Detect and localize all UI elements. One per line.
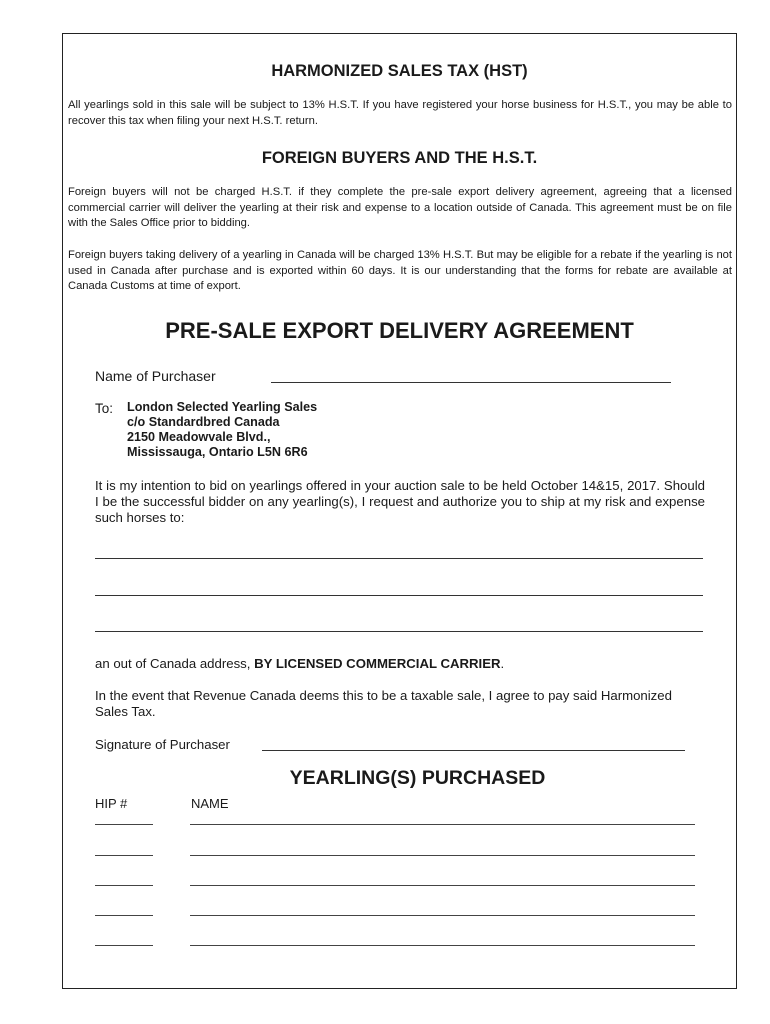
shipping-address-line-3[interactable] — [95, 631, 703, 632]
address-line: 2150 Meadowvale Blvd., — [127, 430, 271, 444]
purchaser-name-field[interactable] — [271, 382, 671, 383]
hip-column-header: HIP # — [95, 796, 128, 811]
shipping-address-line-1[interactable] — [95, 558, 703, 559]
to-label: To: — [95, 401, 114, 416]
horse-name-field[interactable] — [190, 915, 695, 916]
address-line: Mississauga, Ontario L5N 6R6 — [127, 445, 308, 459]
hst-title: HARMONIZED SALES TAX (HST) — [271, 62, 528, 80]
horse-name-field[interactable] — [190, 824, 695, 825]
horse-name-field[interactable] — [190, 945, 695, 946]
foreign-buyers-paragraph-1: Foreign buyers will not be charged H.S.T. if they complete the pre-sale export delivery agreement, agreeing that a licensed commercial carrier will deliver the yearling at their risk and expense to a location outside of Canada. This agreement must be on file with the Sales Office prior to bidding. — [68, 186, 732, 229]
horse-name-field[interactable] — [190, 855, 695, 856]
carrier-prefix: an out of Canada address, — [95, 656, 255, 671]
carrier-statement — [95, 656, 504, 672]
foreign-buyers-title: FOREIGN BUYERS AND THE H.S.T. — [261, 149, 538, 167]
hip-number-field[interactable] — [95, 824, 153, 825]
shipping-address-line-2[interactable] — [95, 595, 703, 596]
name-column-header: NAME — [191, 796, 229, 811]
hip-number-field[interactable] — [95, 945, 153, 946]
hip-number-field[interactable] — [95, 915, 153, 916]
hip-number-field[interactable] — [95, 885, 153, 886]
hst-text: All yearlings sold in this sale will be subject to 13% H.S.T. If you have registered your horse business for H.S.T., you may be able to recover this tax when filing your next H.S.T. return. — [68, 99, 732, 127]
address-line: c/o Standardbred Canada — [127, 415, 280, 429]
purchaser-name-label: Name of Purchaser — [95, 368, 216, 384]
intention-statement: It is my intention to bid on yearlings offered in your auction sale to be held October 14&15, 2017. Should I be the successful bidder on any yearling(s), I request and authorize you to ship at my risk and expense such horses to: — [95, 478, 705, 525]
purchased-title: YEARLING(S) PURCHASED — [289, 767, 546, 789]
revenue-statement: In the event that Revenue Canada deems this to be a taxable sale, I agree to pay said Harmonized Sales Tax. — [95, 688, 672, 719]
carrier-suffix: . — [500, 656, 505, 671]
hip-number-field[interactable] — [95, 855, 153, 856]
carrier-emphasis: BY LICENSED COMMERCIAL CARRIER — [254, 656, 501, 671]
foreign-buyers-paragraph-2: Foreign buyers taking delivery of a yearling in Canada will be charged 13% H.S.T. But may be eligible for a rebate if the yearling is not used in Canada after purchase and is exported within 60 days. It is our understanding that the forms for rebate are available at Canada Customs at time of export. — [68, 249, 732, 292]
address-line: London Selected Yearling Sales — [127, 400, 318, 414]
signature-label: Signature of Purchaser — [95, 737, 230, 752]
signature-field[interactable] — [262, 750, 685, 751]
agreement-title: PRE-SALE EXPORT DELIVERY AGREEMENT — [165, 318, 634, 343]
horse-name-field[interactable] — [190, 885, 695, 886]
